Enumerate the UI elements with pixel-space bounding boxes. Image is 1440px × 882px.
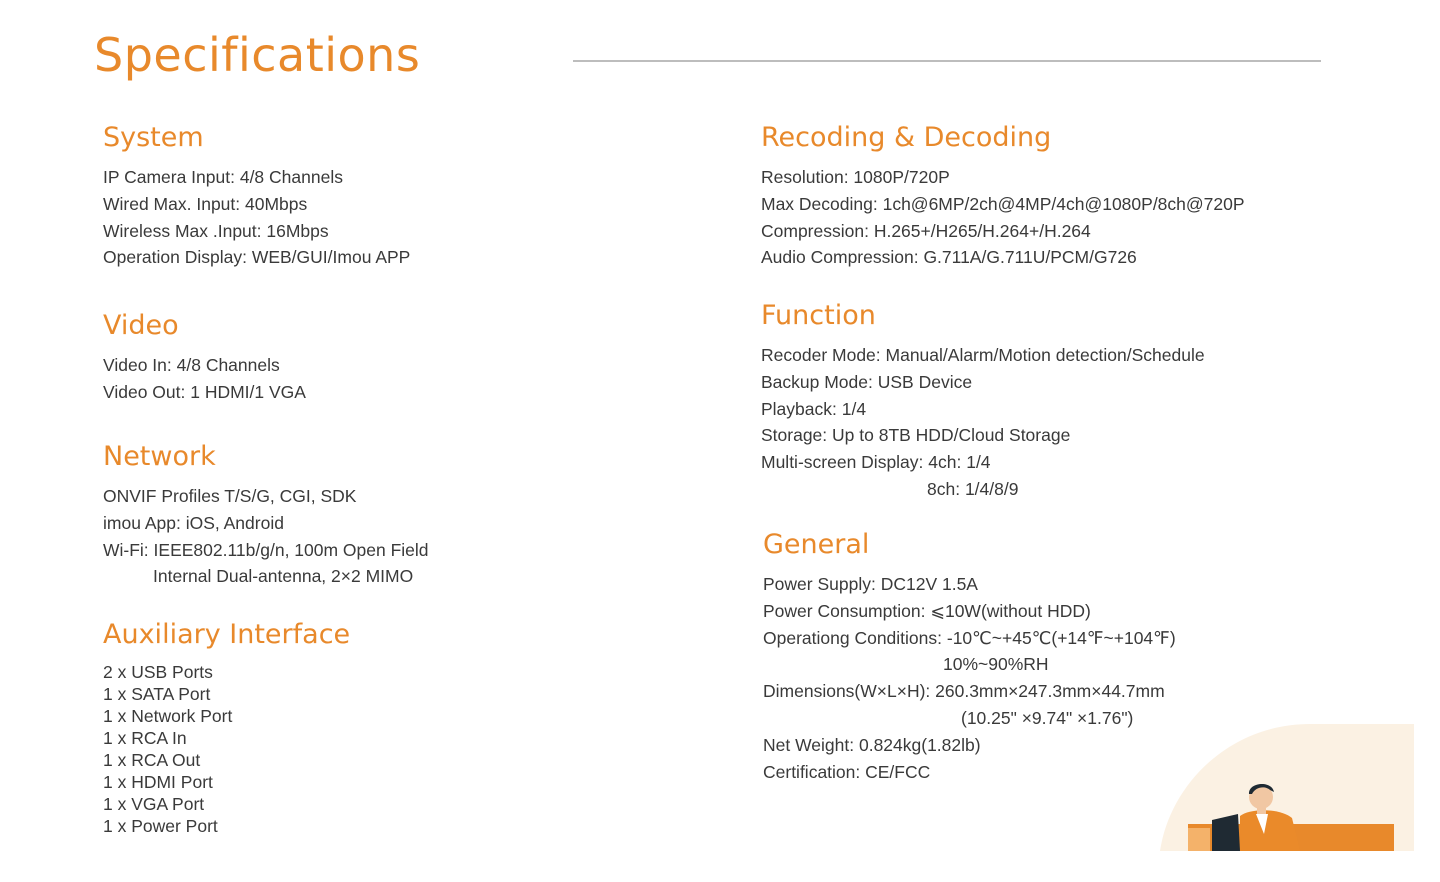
spec-line: 1 x HDMI Port [103,772,213,792]
spec-line: Storage: Up to 8TB HDD/Cloud Storage [761,425,1071,446]
spec-line: 1 x RCA Out [103,750,201,770]
section-network [103,441,429,590]
spec-line-continuation: 8ch: 1/4/8/9 [927,478,1019,499]
section-heading-video: Video [103,310,179,341]
section-system [103,122,410,271]
section-heading-system: System [103,122,204,153]
spec-line: IP Camera Input: 4/8 Channels [103,167,343,187]
section-auxiliary-interface [103,619,350,837]
spec-line: 1 x SATA Port [103,684,211,704]
spec-line: Recoder Mode: Manual/Alarm/Motion detection/Schedule [761,345,1205,365]
section-heading-auxiliary: Auxiliary Interface [103,619,351,650]
spec-line: Playback: 1/4 [761,398,867,419]
spec-line: 1 x RCA In [103,728,187,748]
spec-line: imou App: iOS, Android [103,512,284,533]
spec-line: Wired Max. Input: 40Mbps [103,193,308,214]
spec-line-continuation: 10%~90%RH [943,654,1049,675]
section-function [761,300,1205,503]
spec-line: Resolution: 1080P/720P [761,167,950,187]
section-heading-function: Function [761,300,876,331]
spec-line: 1 x Network Port [103,706,233,726]
spec-line: Wireless Max .Input: 16Mbps [103,220,329,241]
spec-line: Compression: H.265+/H265/H.264+/H.264 [761,220,1091,241]
spec-line: Backup Mode: USB Device [761,371,973,392]
spec-line-continuation: Internal Dual-antenna, 2×2 MIMO [153,566,414,587]
person-at-laptop-illustration [1160,724,1414,851]
spec-line: 1 x Power Port [103,816,218,836]
spec-line: Dimensions(W×L×H): 260.3mm×247.3mm×44.7mm [763,681,1165,702]
spec-line: Max Decoding: 1ch@6MP/2ch@4MP/4ch@1080P/8ch@720P [761,193,1245,214]
spec-line: Power Supply: DC12V 1.5A [763,574,978,594]
section-heading-general: General [763,529,870,560]
spec-line: Operationg Conditions: -10℃~+45℃(+14℉~+104℉) [763,627,1176,648]
spec-line: 1 x VGA Port [103,794,205,814]
section-general [763,529,1176,785]
spec-line: Certification: CE/FCC [763,761,931,782]
spec-line: Net Weight: 0.824kg(1.82lb) [763,734,981,755]
spec-line: Audio Compression: G.711A/G.711U/PCM/G726 [761,247,1137,268]
spec-line: Operation Display: WEB/GUI/Imou APP [103,247,411,268]
spec-line: Video Out: 1 HDMI/1 VGA [103,381,306,402]
section-heading-network: Network [103,441,216,472]
spec-line: Wi-Fi: IEEE802.11b/g/n, 100m Open Field [103,539,429,560]
spec-line: 2 x USB Ports [103,662,213,682]
spec-line: ONVIF Profiles T/S/G, CGI, SDK [103,486,357,506]
spec-line-continuation: (10.25" ×9.74" ×1.76") [961,707,1134,728]
section-heading-codec: Recoding & Decoding [761,122,1052,153]
section-video [103,310,306,406]
title-divider [573,60,1321,62]
spec-line: Video In: 4/8 Channels [103,355,280,375]
section-recoding-decoding [761,122,1245,271]
spec-line: Power Consumption: ⩽10W(without HDD) [763,600,1091,621]
spec-line: Multi-screen Display: 4ch: 1/4 [761,452,991,473]
page-title: Specifications [94,28,421,82]
